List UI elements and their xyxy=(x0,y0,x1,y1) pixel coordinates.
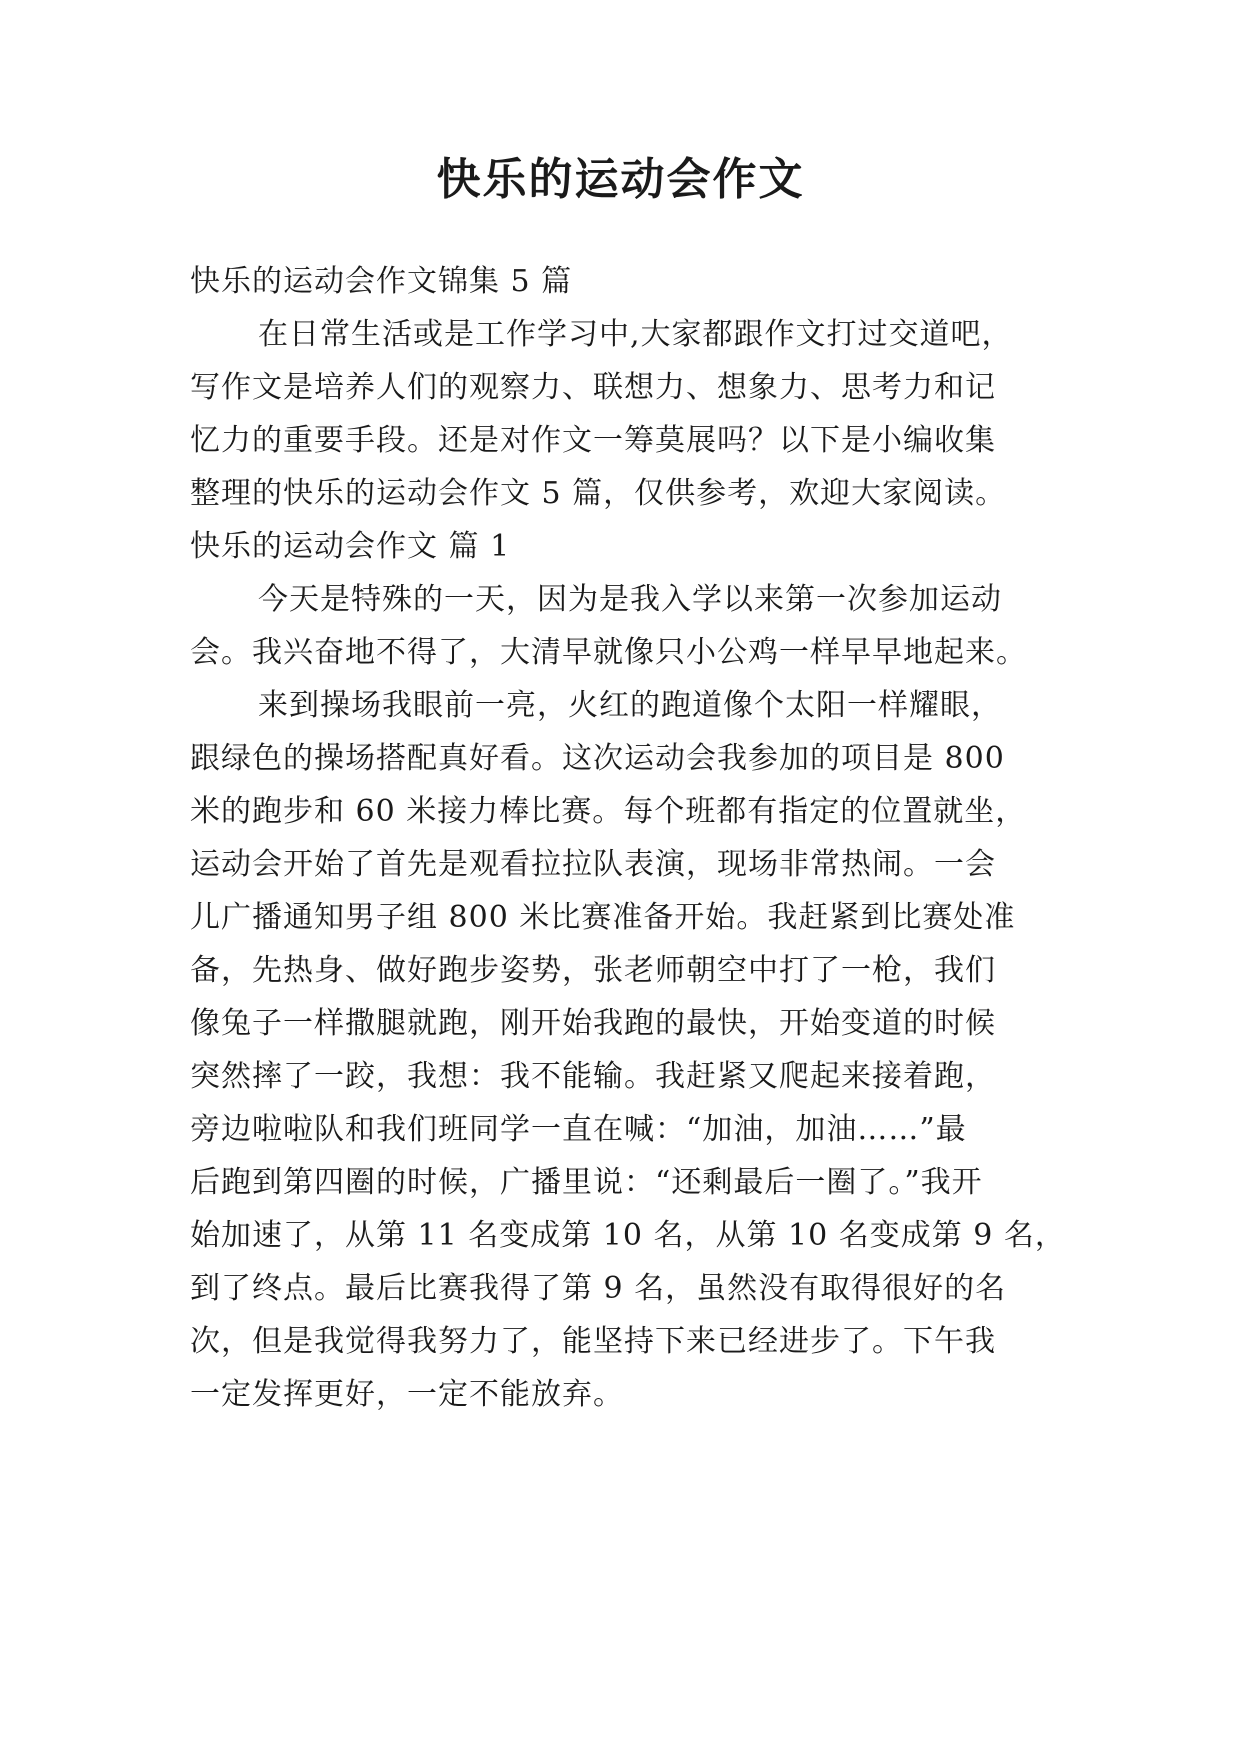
paragraph-line: 后跑到第四圈的时候，广播里说：“还剩最后一圈了。”我开 xyxy=(190,1165,983,1200)
paragraph-line: 会。我兴奋地不得了，大清早就像只小公鸡一样早早地起来。 xyxy=(190,635,1027,670)
document-title: 快乐的运动会作文 xyxy=(436,154,805,205)
paragraph-line: 运动会开始了首先是观看拉拉队表演，现场非常热闹。一会 xyxy=(190,847,996,882)
subtitle-line: 快乐的运动会作文锦集 5 篇 xyxy=(190,264,573,299)
paragraph-line: 备，先热身、做好跑步姿势，张老师朝空中打了一枪，我们 xyxy=(190,953,996,988)
paragraph-line: 来到操场我眼前一亮，火红的跑道像个太阳一样耀眼， xyxy=(258,688,1002,723)
paragraph-line: 儿广播通知男子组 800 米比赛准备开始。我赶紧到比赛处准 xyxy=(190,900,1016,935)
paragraph-line: 在日常生活或是工作学习中,大家都跟作文打过交道吧， xyxy=(258,317,1013,352)
paragraph-line: 写作文是培养人们的观察力、联想力、想象力、思考力和记 xyxy=(190,370,996,405)
paragraph-line: 次，但是我觉得我努力了，能坚持下来已经进步了。下午我 xyxy=(190,1324,996,1359)
paragraph-line: 整理的快乐的运动会作文 5 篇，仅供参考，欢迎大家阅读。 xyxy=(190,476,1007,511)
paragraph-line: 始加速了，从第 11 名变成第 10 名，从第 10 名变成第 9 名， xyxy=(190,1218,1066,1253)
paragraph-line: 跟绿色的操场搭配真好看。这次运动会我参加的项目是 800 xyxy=(190,741,1005,776)
paragraph-line: 突然摔了一跤，我想：我不能输。我赶紧又爬起来接着跑， xyxy=(190,1059,996,1094)
paragraph-line: 旁边啦啦队和我们班同学一直在喊：“加油，加油……”最 xyxy=(190,1112,967,1147)
paragraph-line: 米的跑步和 60 米接力棒比赛。每个班都有指定的位置就坐， xyxy=(190,794,1027,829)
paragraph-line: 像兔子一样撒腿就跑，刚开始我跑的最快，开始变道的时候 xyxy=(190,1006,996,1041)
paragraph-line: 忆力的重要手段。还是对作文一筹莫展吗？以下是小编收集 xyxy=(190,423,996,458)
section-heading: 快乐的运动会作文 篇 1 xyxy=(190,529,511,564)
paragraph-line: 到了终点。最后比赛我得了第 9 名，虽然没有取得很好的名 xyxy=(190,1271,1007,1306)
paragraph-line: 今天是特殊的一天，因为是我入学以来第一次参加运动 xyxy=(258,582,1002,617)
paragraph-line: 一定发挥更好，一定不能放弃。 xyxy=(190,1377,624,1412)
